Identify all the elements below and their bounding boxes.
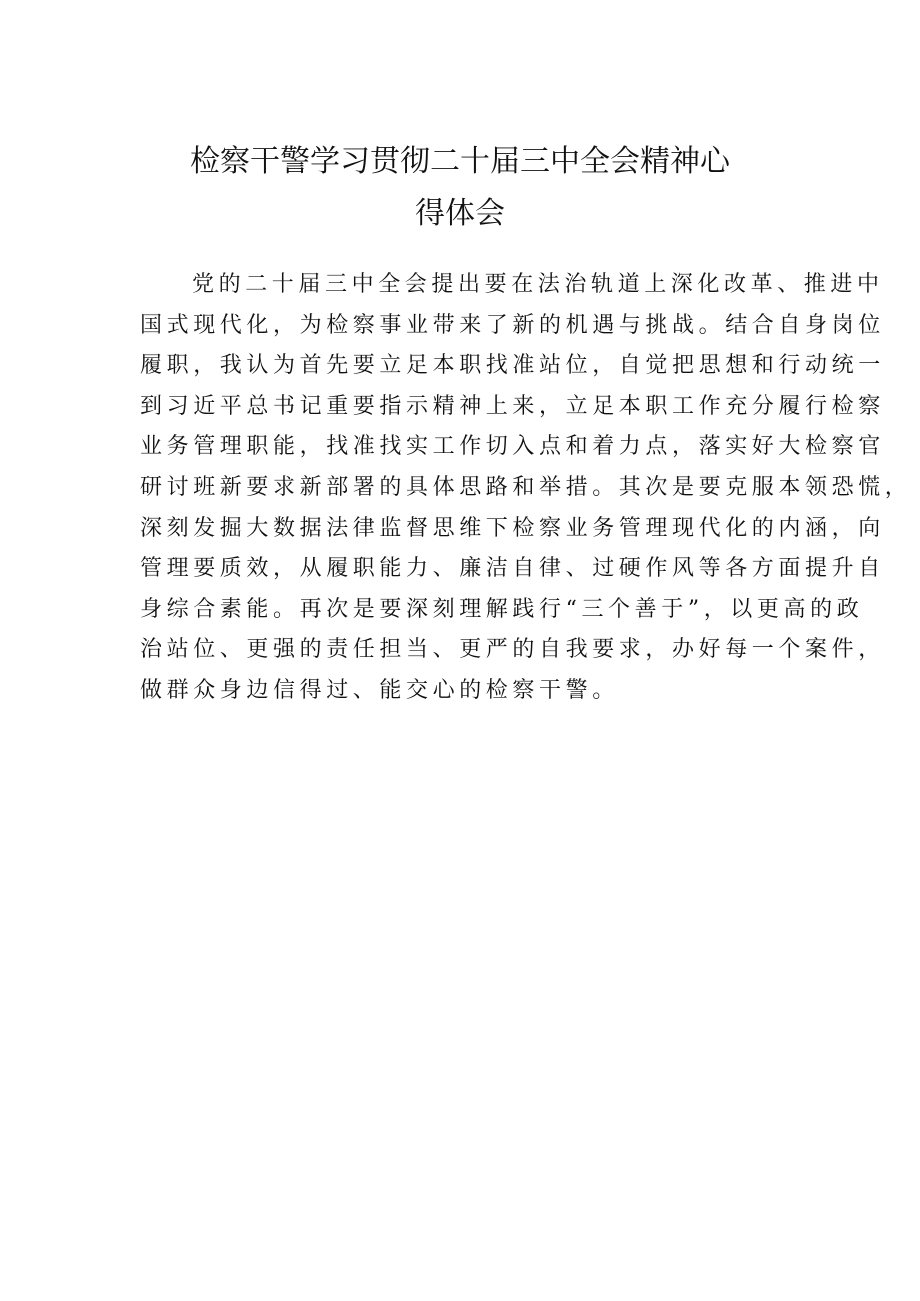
body-line-6: 研讨班新要求新部署的具体思路和举措。其次是要克服本领恐慌，	[140, 474, 912, 500]
body-line-3: 履职，我认为首先要立足本职找准站位，自觉把思想和行动统一	[140, 353, 885, 379]
body-line-1: 党的二十届三中全会提出要在法治轨道上深化改革、推进中	[192, 272, 884, 297]
body-paragraph	[140, 265, 912, 712]
title-line-2: 得体会	[415, 196, 505, 231]
document-title	[140, 136, 780, 240]
body-line-8: 管理要质效，从履职能力、廉洁自律、过硬作风等各方面提升自	[140, 556, 885, 582]
body-line-2: 国式现代化，为检察事业带来了新的机遇与挑战。结合自身岗位	[140, 312, 885, 338]
title-line-1: 检察干警学习贯彻二十届三中全会精神心	[190, 144, 730, 179]
body-line-7: 深刻发掘大数据法律监督思维下检察业务管理现代化的内涵，向	[140, 515, 885, 541]
body-line-10: 治站位、更强的责任担当、更严的自我要求，办好每一个案件，	[140, 637, 885, 663]
body-line-9: 身综合素能。再次是要深刻理解践行“三个善于”，以更高的政	[140, 596, 864, 622]
body-line-5: 业务管理职能，找准找实工作切入点和着力点，落实好大检察官	[140, 434, 885, 460]
body-line-4: 到习近平总书记重要指示精神上来，立足本职工作充分履行检察	[140, 393, 885, 419]
body-line-11: 做群众身边信得过、能交心的检察干警。	[140, 677, 619, 703]
